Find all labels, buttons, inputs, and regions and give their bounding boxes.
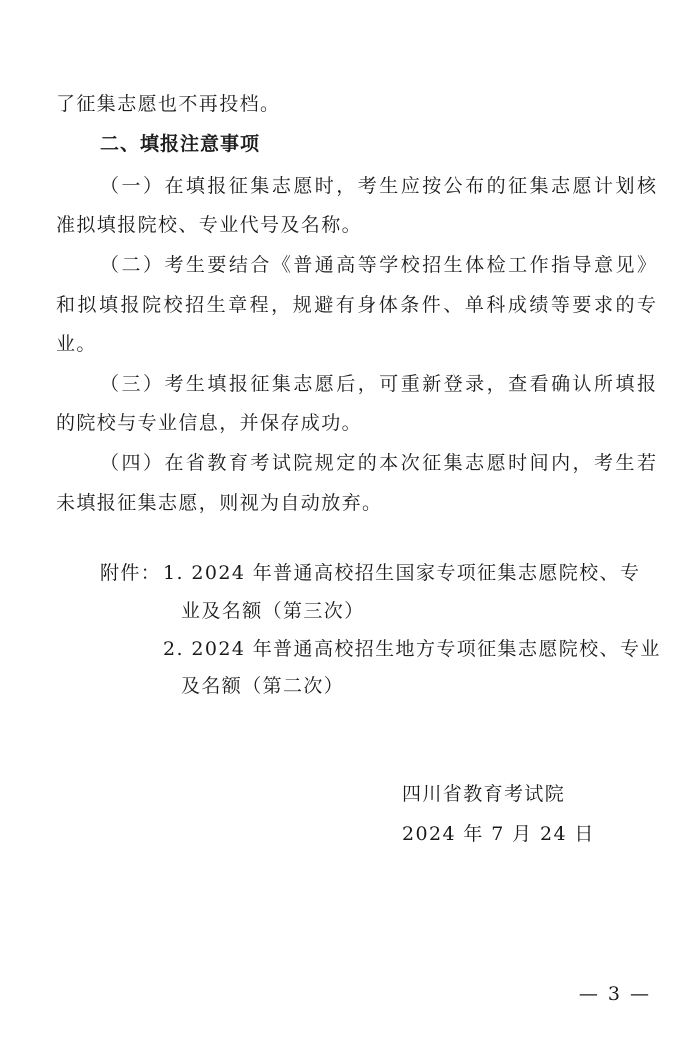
body-line: 业。 [56,333,97,355]
attachment-item-1-line-2: 业及名额（第三次） [181,600,365,622]
body-line: 的院校与专业信息，并保存成功。 [56,412,363,434]
attachment-item-1-line-1: 1. 2024 年普通高校招生国家专项征集志愿院校、专 [163,562,641,584]
attachment-item-2-line-2: 及名额（第二次） [181,675,345,697]
page-number: — 3 — [578,983,651,1005]
body-line: （二）考生要结合《普通高等学校招生体检工作指导意见》 [100,254,656,276]
section-heading: 二、填报注意事项 [100,133,261,155]
body-line: 准拟填报院校、专业代号及名称。 [56,214,363,236]
body-line: 和拟填报院校招生章程，规避有身体条件、单科成绩等要求的专 [56,294,656,316]
signature-date: 2024 年 7 月 24 日 [402,823,595,845]
body-line: （一）在填报征集志愿时，考生应按公布的征集志愿计划核 [100,175,656,197]
body-line: （四）在省教育考试院规定的本次征集志愿时间内，考生若 [100,452,656,474]
body-line: （三）考生填报征集志愿后，可重新登录，查看确认所填报 [100,373,656,395]
signature-organization: 四川省教育考试院 [402,783,566,805]
body-line: 未填报征集志愿，则视为自动放弃。 [56,492,383,514]
body-line: 了征集志愿也不再投档。 [56,93,281,115]
attachment-item-2-line-1: 2. 2024 年普通高校招生地方专项征集志愿院校、专业 [163,638,661,660]
attachments-label: 附件： [100,562,162,584]
